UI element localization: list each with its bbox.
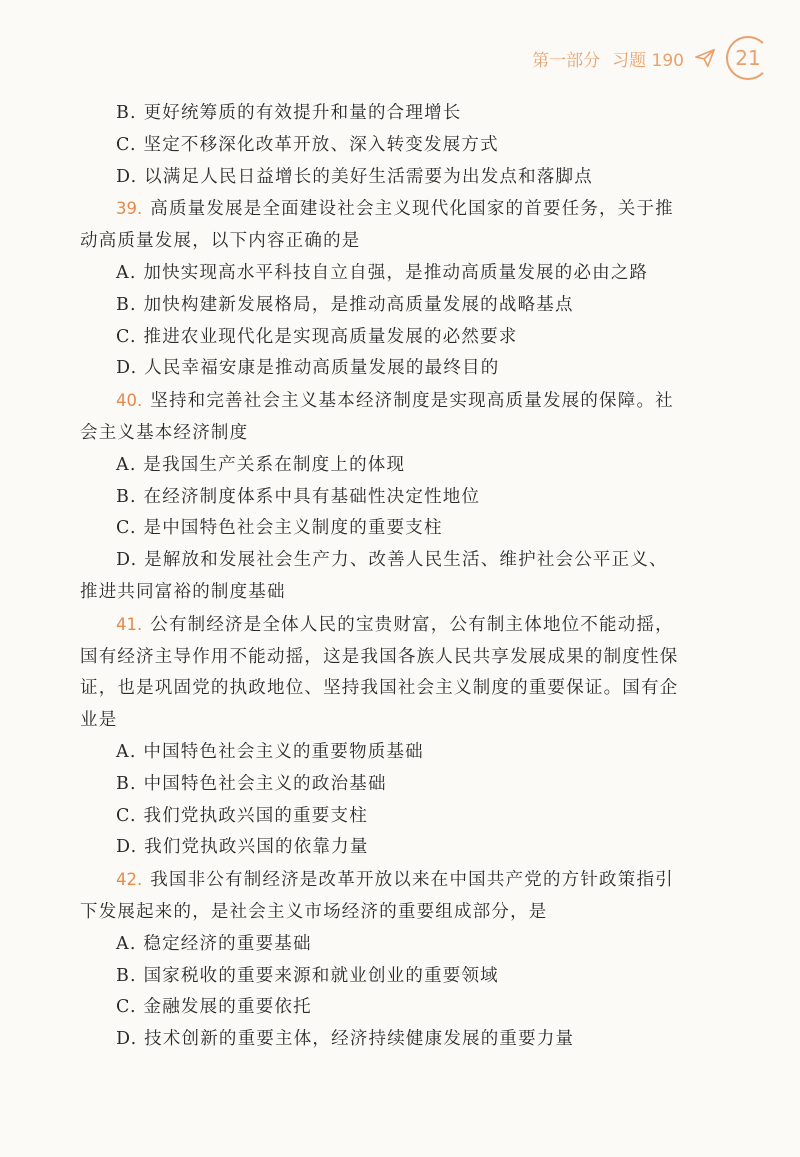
- q41-stem-cont-1: 国有经济主导作用不能动摇，这是我国各族人民共享发展成果的制度性保: [80, 646, 679, 667]
- q40-option-d-cont: 推进共同富裕的制度基础: [80, 581, 286, 602]
- q41-option-c: C. 我们党执政兴国的重要支柱: [116, 805, 368, 826]
- q40-option-c: C. 是中国特色社会主义制度的重要支柱: [116, 518, 443, 539]
- q42-option-a: A. 稳定经济的重要基础: [116, 933, 312, 954]
- q40-option-b: B. 在经济制度体系中具有基础性决定性地位: [116, 486, 481, 507]
- page-header: [532, 36, 770, 80]
- question-list: [0, 98, 800, 1056]
- q41-stem-cont-3: 业是: [80, 710, 118, 731]
- section-label: 第一部分: [532, 50, 601, 71]
- q39-option-d: D. 人民幸福安康是推动高质量发展的最终目的: [116, 358, 500, 379]
- q41-stem-cont-2: 证，也是巩固党的执政地位、坚持我国社会主义制度的重要保证。国有企: [80, 678, 679, 699]
- q41-option-d: D. 我们党执政兴国的依靠力量: [116, 837, 369, 858]
- q40-number: 40.: [116, 391, 143, 411]
- q39-option-b: B. 加快构建新发展格局，是推动高质量发展的战略基点: [116, 294, 574, 315]
- page-number: [726, 36, 770, 80]
- q42-stem: 42. 我国非公有制经济是改革开放以来在中国共产党的方针政策指引: [116, 870, 674, 891]
- q39-number: 39.: [116, 199, 143, 219]
- q38-option-d: D. 以满足人民日益增长的美好生活需要为出发点和落脚点: [116, 166, 593, 187]
- q39-option-c: C. 推进农业现代化是实现高质量发展的必然要求: [116, 326, 518, 347]
- q39-option-a: A. 加快实现高水平科技自立自强，是推动高质量发展的必由之路: [116, 262, 649, 283]
- q40-stem-cont: 会主义基本经济制度: [80, 422, 249, 443]
- q38-option-b: B. 更好统筹质的有效提升和量的合理增长: [116, 103, 462, 123]
- q38-option-c: C. 坚定不移深化改革开放、深入转变发展方式: [116, 134, 499, 155]
- q42-stem-cont: 下发展起来的，是社会主义市场经济的重要组成部分，是: [80, 901, 548, 922]
- q42-option-b: B. 国家税收的重要来源和就业创业的重要领域: [116, 965, 499, 986]
- q40-option-d: D. 是解放和发展社会生产力、改善人民生活、维护社会公平正义、: [116, 550, 668, 571]
- q40-stem: 40. 坚持和完善社会主义基本经济制度是实现高质量发展的保障。社: [116, 391, 674, 412]
- q41-option-b: B. 中国特色社会主义的政治基础: [116, 773, 387, 794]
- q41-stem: 41. 公有制经济是全体人民的宝贵财富，公有制主体地位不能动摇，: [116, 614, 674, 635]
- q42-number: 42.: [116, 870, 143, 890]
- page-number-text: 21: [735, 46, 761, 70]
- q41-option-a: A. 中国特色社会主义的重要物质基础: [116, 741, 424, 762]
- q39-stem: 39. 高质量发展是全面建设社会主义现代化国家的首要任务，关于推: [116, 199, 674, 220]
- q41-number: 41.: [116, 614, 143, 634]
- q42-option-c: C. 金融发展的重要依托: [116, 997, 312, 1018]
- series-label: 习题 190: [612, 50, 684, 71]
- q39-stem-cont: 动高质量发展，以下内容正确的是: [80, 231, 361, 252]
- q40-option-a: A. 是我国生产关系在制度上的体现: [116, 454, 406, 475]
- paper-plane-icon: [694, 47, 716, 69]
- q42-option-d: D. 技术创新的重要主体，经济持续健康发展的重要力量: [116, 1029, 575, 1050]
